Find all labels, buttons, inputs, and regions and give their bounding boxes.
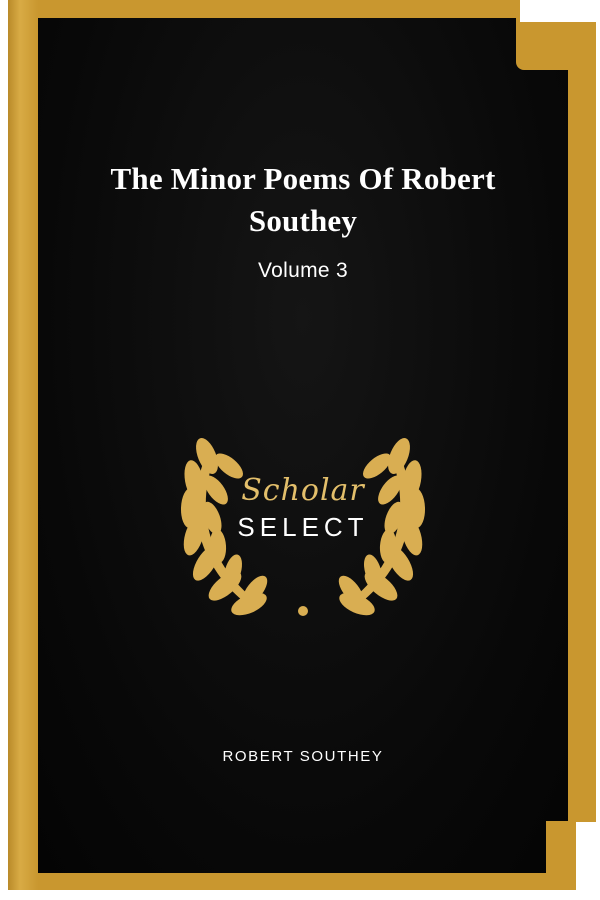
emblem-script-word: Scholar [241, 473, 365, 508]
cover-corner-bottom-right [546, 821, 568, 873]
page-left-margin [0, 0, 8, 900]
page-right-margin [596, 0, 600, 900]
book-title: The Minor Poems Of Robert Southey [110, 161, 496, 238]
page-bottom-right-margin [576, 822, 600, 900]
emblem-block-word: SELECT [237, 512, 369, 542]
page-bottom-margin [0, 890, 600, 900]
title-block [38, 158, 568, 283]
cover-board [38, 18, 568, 873]
scholar-select-emblem [163, 418, 443, 638]
emblem-text [163, 473, 443, 542]
cover-corner-top-right [516, 18, 568, 70]
book-spine [8, 0, 38, 890]
book-volume: Volume 3 [258, 259, 348, 283]
book-author: ROBERT SOUTHEY [222, 748, 384, 765]
page-top-right-margin [520, 0, 600, 22]
